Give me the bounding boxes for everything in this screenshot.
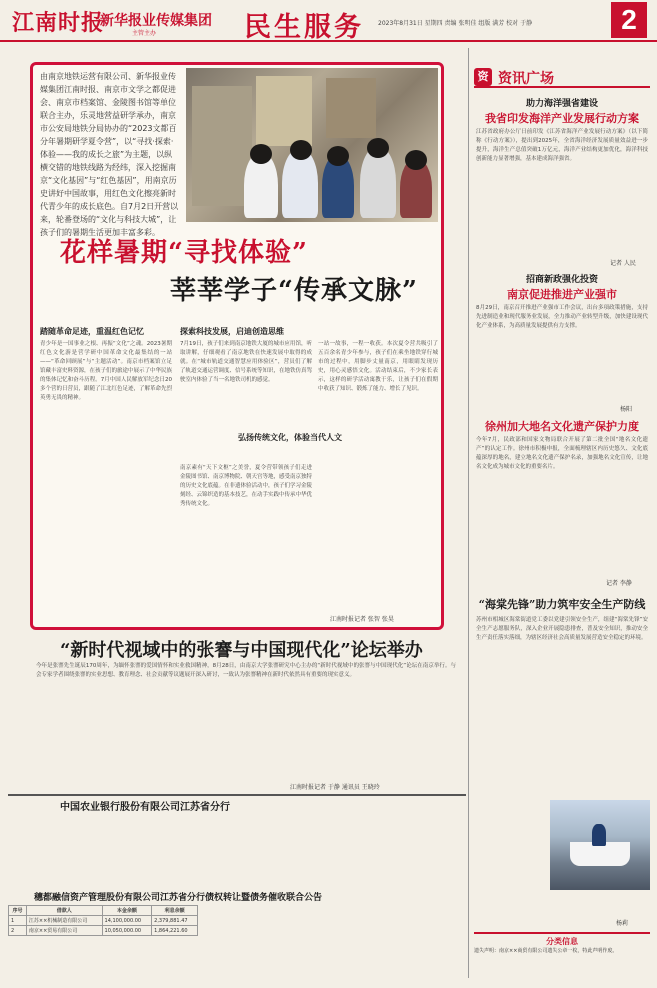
photo-student-head xyxy=(327,146,349,166)
sidebar-header xyxy=(474,66,650,88)
sidebar-kicker-2: 招商新政强化投资 xyxy=(525,275,598,285)
sidebar-body-2: 8月29日，南京召开推进产业强市工作会议，出台多项政策措施，支持先进制造业和现代服务业发展，全力推动产业转型升级，加快建设现代化产业体系，为高质量发展提供有力支撑。 xyxy=(476,305,648,329)
table-cell: 10,050,000.00 xyxy=(102,926,152,936)
classified-block xyxy=(474,932,650,976)
feature-body-2: 7月19日，孩子们来到南京地铁大厦的城市应用馆，听取讲解，仔细观看了南京地铁在快速发展中取得的成就。在“城市轨道交通智慧应用体验区”，营员们了解了轨道交通运营调度、信号系统等知识，在地铁仿真驾驶室内体验了当一名地铁司机的感觉。 xyxy=(180,341,312,383)
table-header-cell: 序号 xyxy=(9,906,27,916)
notice-block xyxy=(8,794,466,974)
table-cell: 1,864,221.60 xyxy=(152,926,198,936)
page-number: 2 xyxy=(611,2,647,38)
table-cell: 南京××贸易有限公司 xyxy=(26,926,102,936)
feature-intro: 由南京地铁运营有限公司、新华报业传媒集团江南时报、南京市文学之都促进会、南京市档案馆、金陵图书馆等单位联合主办，乐灵地营益研学承办，南京市公安局地铁分局协办的“2023文都百分年暑期研学夏令营”，以“寻找·探索·体验——我的成长之旅”为主题，以纵横交错的地铁线路为经纬，深入挖掘南京“文化基因”与“红色基因”，用南京历史讲好中国故事，用红色文化擦亮新时代青少年的成长底色。自7月2日开营以来，轮番登场的“文化与科技大城”，让孩子们的暑期生活更加丰富多彩。 xyxy=(40,72,179,237)
photo-person xyxy=(592,824,606,846)
sidebar-body-4: 苏州市相城区海棠街道党工委以党建引领安全生产，组建“海棠先锋”安全生产志愿服务队，深入企业开展隐患排查，普及安全知识，推动安全生产责任落实落细，为辖区经济社会高质量发展营造安全稳定的环境。 xyxy=(476,617,648,641)
story-2-headline: “新时代视域中的张謇与中国现代化”论坛举办 xyxy=(60,640,423,661)
photo-student-head xyxy=(290,140,312,160)
info-icon: 资 xyxy=(474,68,492,86)
feature-body-4: 一站一故事，一程一收获。本次夏令营共吸引了五百余名青少年参与，孩子们在乘坐地铁穿行城市的过程中，用脚步丈量南京，用眼睛发现历史，用心灵感悟文化。活动结束后，不少家长表示，这样的研学活动寓教于乐，让孩子们在假期中收获了知识、锻炼了能力、增长了见识。 xyxy=(318,341,438,392)
table-header-cell: 本金余额 xyxy=(102,906,152,916)
table-row xyxy=(9,926,198,936)
feature-photo xyxy=(186,68,438,222)
table-cell: 2,379,881.47 xyxy=(152,916,198,926)
notice-title-1: 中国农业银行股份有限公司江苏省分行 xyxy=(60,802,230,813)
sidebar-byline-1: 记者 人民 xyxy=(610,260,636,267)
sidebar-body-1: 江苏省政府办公厅日前印发《江苏省海洋产业发展行动方案》（以下简称《行动方案》），提出到2025年，全省海洋经济发展质量效益进一步提升，海洋生产总值突破1万亿元，海洋产业结构更加优化，海洋科技创新能力显著增强，基本建成海洋强省。 xyxy=(476,129,648,162)
photo-student-head xyxy=(367,138,389,158)
group-logo-small: 主管主办 xyxy=(132,30,157,37)
table-cell: 2 xyxy=(9,926,27,936)
sidebar-kicker-1: 助力海洋强省建设 xyxy=(525,99,598,109)
sidebar-body-3: 今年7月，民政部和国家文物局联合开展了第二批全国“地名文化遗产”的认定工作。徐州市积极申报，全面梳理辖区内历史悠久、文化底蕴深厚的地名，建立地名文化遗产保护名录，加强地名文化宣传，让地名文化成为城市文化的重要名片。 xyxy=(476,437,648,470)
group-logo: 新华报业传媒集团 xyxy=(100,13,212,29)
photo-student-head xyxy=(250,144,272,164)
feature-headline-sub: 莘莘学子“传承文脉” xyxy=(170,276,418,306)
table-header-cell: 利息余额 xyxy=(152,906,198,916)
feature-subhead-3: 弘扬传统文化，体验当代人文 xyxy=(238,433,342,442)
table-cell: 江苏××机械制造有限公司 xyxy=(26,916,102,926)
sidebar-byline-3: 记者 李静 xyxy=(606,580,632,587)
feature-body-3: 南京素有“天下文枢”之美誉，夏令营带领孩子们走进金陵图书馆、南京博物院、朝天宫等地，感受南京独特的历史文化底蕴。在非遗体验活动中，孩子们学习金陵刻经、云锦织造的基本技艺，在动手实践中传承中华优秀传统文化。 xyxy=(180,465,312,507)
notice-table-header xyxy=(9,906,198,916)
sidebar-headline-1: 我省印发海洋产业发展行动方案 xyxy=(485,112,639,125)
photo-student-head xyxy=(405,150,427,170)
photo-display-panel xyxy=(326,78,376,138)
sidebar-byline-4: 杨莉 xyxy=(616,920,629,927)
column-divider xyxy=(468,48,469,978)
feature-subhead-1: 踏随革命足迹，重温红色记忆 xyxy=(40,327,144,336)
table-row xyxy=(9,916,198,926)
paper-logo: 江南时报 xyxy=(12,10,105,36)
photo-display-panel xyxy=(192,86,252,206)
notice-table xyxy=(8,905,198,936)
issue-info: 2023年8月31日 星期四 责编 张明佳 组版 满芳 校对 于静 xyxy=(378,20,533,27)
table-cell: 1 xyxy=(9,916,27,926)
section-title: 民生服务 xyxy=(244,12,364,43)
sidebar-photo xyxy=(550,800,650,890)
sidebar-headline-3: 徐州加大地名文化遗产保护力度 xyxy=(485,420,639,433)
notice-title-2: 穗都融信资产管理股份有限公司江苏省分行债权转让暨债务催收联合公告 xyxy=(34,893,323,903)
sidebar-title: 资讯广场 xyxy=(498,71,554,87)
feature-subhead-2: 探索科技发展，启迪创造思维 xyxy=(180,327,284,336)
table-cell: 14,100,000.00 xyxy=(102,916,152,926)
feature-headline-main: 花样暑期“寻找体验” xyxy=(60,238,308,268)
classified-body: 遗失声明：南京××商贸有限公司遗失公章一枚，特此声明作废。 xyxy=(474,948,618,954)
feature-body-1: 青少年是一国事业之根、再振“文化”之魂。2023暑期红色文化游是营学研中国革命文化最集结的一站——“革命回顾展”与“主题活动”。南京市档案馆立足馆藏丰富史料资源，在孩子们的旅途中展示了中华民族的集体记忆和奋斗历程。7月中国人民解放军纪念日20多个营的日营员，跟随了江北红色足迹，了解革命先烈英勇无畏的精神。 xyxy=(40,341,172,401)
classified-title: 分类信息 xyxy=(546,937,578,946)
masthead xyxy=(0,0,657,42)
sidebar-headline-2: 南京促进推进产业强市 xyxy=(507,288,617,301)
sidebar-headline-4: “海棠先锋”助力筑牢安全生产防线 xyxy=(478,598,646,611)
photo-display-panel xyxy=(256,76,312,146)
sidebar-byline-2: 杨阳 xyxy=(620,406,633,413)
story-2-byline: 江南时报记者 于静 通讯员 王晓玲 xyxy=(290,784,380,791)
table-header-cell: 借款人 xyxy=(26,906,102,916)
feature-byline: 江南时报记者 张智 张昊 xyxy=(330,616,394,623)
story-2-body: 今年是张謇先生诞辰170周年，为缅怀张謇的爱国情怀和实业救国精神，8月28日，由南京大学张謇研究中心主办的“新时代视域中的张謇与中国现代化”论坛在南京举行。与会专家学者围绕张謇的实业思想、教育理念、社会贡献等议题展开深入研讨，一致认为张謇精神在新时代依然具有重要的现实意义。 xyxy=(36,663,456,678)
